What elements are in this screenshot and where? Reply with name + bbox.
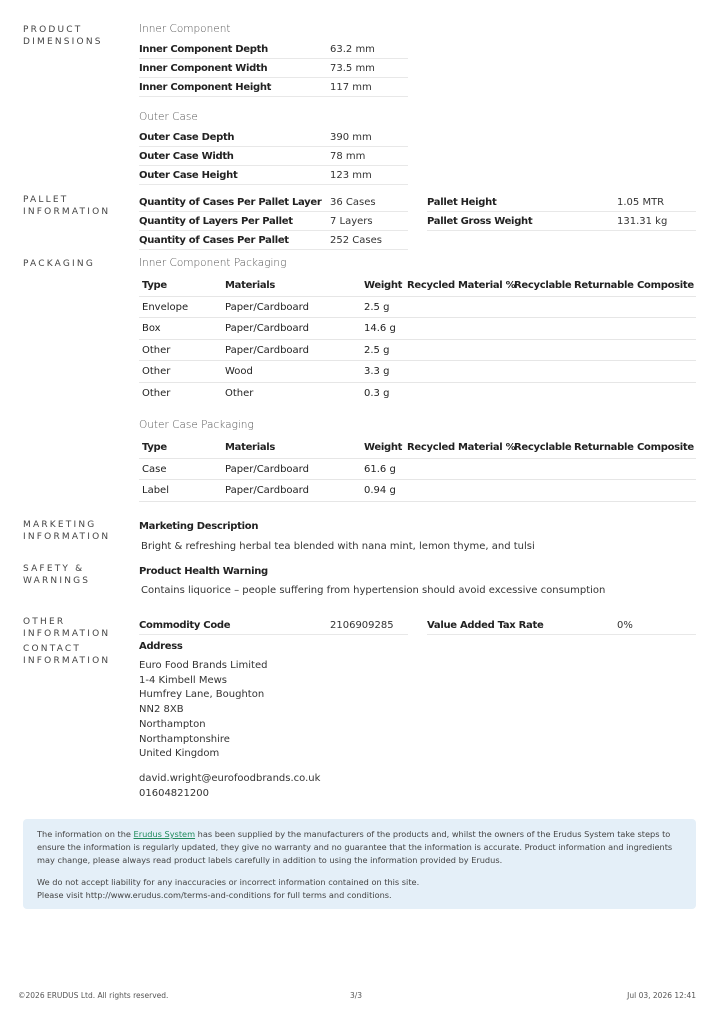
cell-materials: Paper/Cardboard xyxy=(225,485,309,496)
pallet-key: Pallet Gross Weight xyxy=(427,215,533,227)
table-row xyxy=(139,480,696,502)
address-line: United Kingdom xyxy=(139,748,220,760)
footer-date: Jul 03, 2026 12:41 xyxy=(627,991,696,1000)
marketing-description-title: Marketing Description xyxy=(139,521,259,532)
pallet-value: 7 Layers xyxy=(330,215,373,227)
health-warning-title: Product Health Warning xyxy=(139,566,268,577)
dimension-value: 63.2 mm xyxy=(330,43,375,55)
pallet-row xyxy=(139,212,408,231)
inner-packaging-title: Inner Component Packaging xyxy=(139,257,287,269)
cell-weight: 0.3 g xyxy=(364,387,390,399)
header-composite: Composite xyxy=(637,280,694,291)
dimension-value: 78 mm xyxy=(330,150,366,162)
cell-weight: 61.6 g xyxy=(364,463,396,475)
commodity-key: Commodity Code xyxy=(139,619,231,631)
cell-type: Case xyxy=(142,463,167,475)
table-row xyxy=(139,318,696,340)
header-recycled: Recycled Material % xyxy=(407,442,516,453)
dimension-value: 117 mm xyxy=(330,81,372,93)
inner-packaging-table xyxy=(139,275,696,404)
cell-type: Label xyxy=(142,485,169,496)
contact-details xyxy=(139,772,320,801)
outer-packaging-table xyxy=(139,437,696,502)
dimension-key: Inner Component Depth xyxy=(139,43,268,55)
address-block xyxy=(139,659,267,762)
table-row xyxy=(139,361,696,383)
header-recyclable: Recyclable xyxy=(514,442,572,453)
header-materials: Materials xyxy=(225,280,276,291)
section-label-other-information: OTHER INFORMATION xyxy=(23,617,111,639)
pallet-row xyxy=(139,193,408,212)
pallet-key: Quantity of Layers Per Pallet xyxy=(139,215,293,227)
cell-materials: Paper/Cardboard xyxy=(225,344,309,356)
disclaimer-box xyxy=(23,819,696,909)
cell-materials: Paper/Cardboard xyxy=(225,323,309,334)
disclaimer-paragraph xyxy=(37,828,682,866)
dimension-row xyxy=(139,147,408,166)
section-label-product-dimensions: PRODUCT DIMENSIONS xyxy=(23,25,103,47)
cell-weight: 0.94 g xyxy=(364,485,396,496)
commodity-row xyxy=(139,616,408,635)
pallet-value: 252 Cases xyxy=(330,234,382,246)
inner-component-title: Inner Component xyxy=(139,23,231,35)
vat-value: 0% xyxy=(617,619,633,631)
cell-materials: Paper/Cardboard xyxy=(225,463,309,475)
table-row xyxy=(139,297,696,319)
outer-packaging-title: Outer Case Packaging xyxy=(139,419,254,431)
health-warning-text: Contains liquorice – people suffering from hypertension should avoid excessive consumption xyxy=(141,585,606,596)
header-weight: Weight xyxy=(364,280,403,291)
section-label-pallet-information: PALLET INFORMATION xyxy=(23,195,111,217)
header-weight: Weight xyxy=(364,442,403,453)
address-title: Address xyxy=(139,641,183,652)
cell-materials: Other xyxy=(225,387,254,399)
cell-materials: Wood xyxy=(225,366,253,377)
outer-case-title: Outer Case xyxy=(139,111,198,123)
dimension-key: Outer Case Depth xyxy=(139,131,235,143)
dimension-value: 73.5 mm xyxy=(330,62,375,74)
section-label-contact-information: CONTACT INFORMATION xyxy=(23,644,111,666)
dimension-value: 390 mm xyxy=(330,131,372,143)
footer-page-number: 3/3 xyxy=(350,991,363,1000)
address-line: Northampton xyxy=(139,718,206,730)
address-line: Northamptonshire xyxy=(139,733,230,745)
pallet-key: Pallet Height xyxy=(427,196,497,208)
address-line: 1-4 Kimbell Mews xyxy=(139,674,227,686)
dimension-key: Inner Component Height xyxy=(139,81,272,93)
header-recyclable: Recyclable xyxy=(514,280,572,291)
header-returnable: Returnable xyxy=(574,280,634,291)
dimension-row xyxy=(139,59,408,78)
cell-weight: 3.3 g xyxy=(364,366,390,377)
cell-materials: Paper/Cardboard xyxy=(225,301,309,313)
pallet-value: 131.31 kg xyxy=(617,215,668,227)
pallet-key: Quantity of Cases Per Pallet xyxy=(139,234,289,246)
dimension-row xyxy=(139,40,408,59)
section-label-packaging: PACKAGING xyxy=(23,259,96,269)
commodity-value: 2106909285 xyxy=(330,619,394,631)
contact-phone: 01604821200 xyxy=(139,787,209,799)
disclaimer-liability: We do not accept liability for any inaccuracies or incorrect information contained on this site. xyxy=(37,877,420,888)
header-type: Type xyxy=(142,280,167,291)
footer-copyright: ©2026 ERUDUS Ltd. All rights reserved. xyxy=(18,991,169,1000)
dimension-key: Inner Component Width xyxy=(139,62,268,74)
erudus-system-link[interactable]: Erudus System xyxy=(133,829,196,839)
pallet-value: 1.05 MTR xyxy=(617,196,665,208)
cell-type: Box xyxy=(142,323,161,334)
disclaimer-text: has been supplied by the manufacturers of the products and, whilst the owners of the Erudus System take steps to ensure the information is regularly updated, they give no warranty and no guarantee that the information is accurate. Product information and ingredients may change, please always read product labels carefully in addition to using the information provided by Erudus. xyxy=(37,829,673,865)
cell-weight: 2.5 g xyxy=(364,301,390,313)
dimension-key: Outer Case Height xyxy=(139,169,238,181)
header-returnable: Returnable xyxy=(574,442,634,453)
vat-row xyxy=(427,616,696,635)
header-type: Type xyxy=(142,442,167,453)
disclaimer-terms: Please visit http://www.erudus.com/terms-and-conditions for full terms and conditions. xyxy=(37,890,392,901)
pallet-row xyxy=(427,193,696,212)
pallet-key: Quantity of Cases Per Pallet Layer xyxy=(139,196,322,208)
section-label-marketing-information: MARKETING INFORMATION xyxy=(23,520,111,542)
table-header xyxy=(139,437,696,459)
dimension-value: 123 mm xyxy=(330,169,372,181)
dimension-row xyxy=(139,78,408,97)
table-header xyxy=(139,275,696,297)
cell-type: Envelope xyxy=(142,301,189,313)
address-line: NN2 8XB xyxy=(139,704,184,716)
header-materials: Materials xyxy=(225,442,276,453)
dimension-key: Outer Case Width xyxy=(139,150,234,162)
table-row xyxy=(139,383,696,405)
dimension-row xyxy=(139,128,408,147)
address-line: Humfrey Lane, Boughton xyxy=(139,689,265,701)
header-composite: Composite xyxy=(637,442,694,453)
pallet-row xyxy=(427,212,696,231)
header-recycled: Recycled Material % xyxy=(407,280,516,291)
vat-key: Value Added Tax Rate xyxy=(427,619,544,631)
cell-type: Other xyxy=(142,366,171,377)
table-row xyxy=(139,459,696,481)
table-row xyxy=(139,340,696,362)
cell-weight: 14.6 g xyxy=(364,323,396,334)
pallet-row xyxy=(139,231,408,250)
marketing-description-text: Bright & refreshing herbal tea blended with nana mint, lemon thyme, and tulsi xyxy=(141,541,535,552)
section-label-safety-warnings: SAFETY & WARNINGS xyxy=(23,564,91,586)
disclaimer-text: The information on the xyxy=(37,829,134,839)
cell-type: Other xyxy=(142,344,171,356)
contact-email: david.wright@eurofoodbrands.co.uk xyxy=(139,773,321,784)
address-line: Euro Food Brands Limited xyxy=(139,660,268,671)
cell-weight: 2.5 g xyxy=(364,344,390,356)
pallet-value: 36 Cases xyxy=(330,196,376,208)
cell-type: Other xyxy=(142,387,171,399)
dimension-row xyxy=(139,166,408,185)
